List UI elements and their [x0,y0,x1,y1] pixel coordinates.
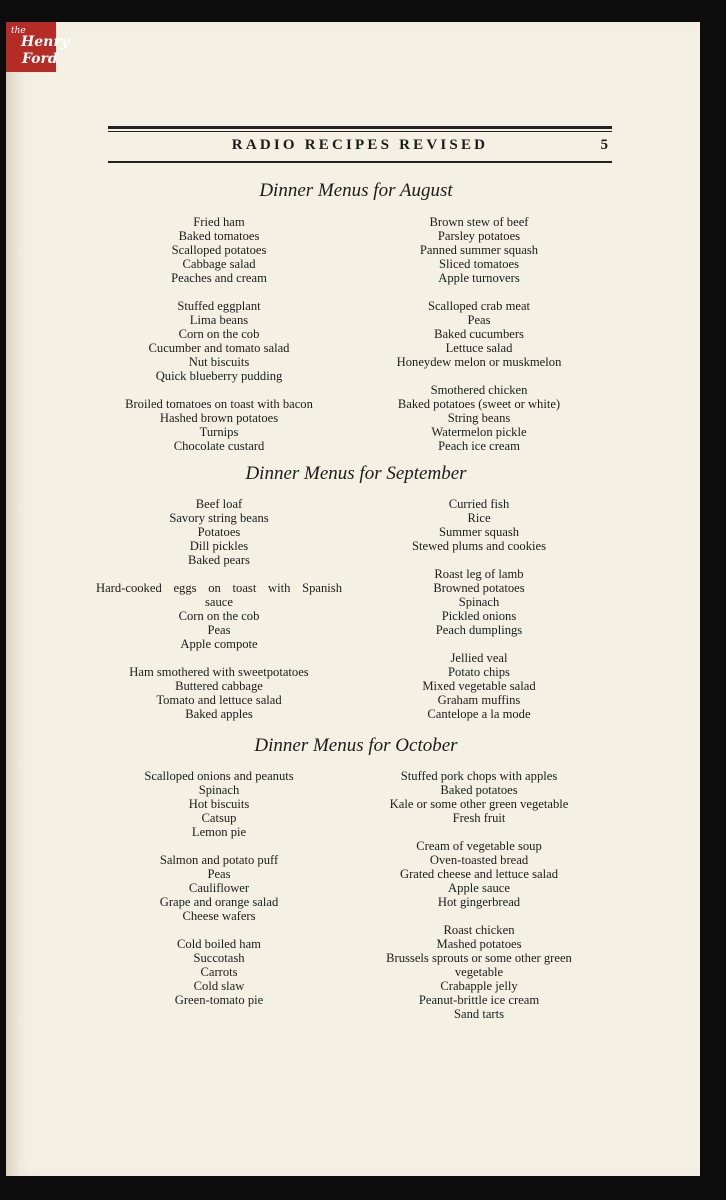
menu-item: Oven-toasted bread [429,853,529,867]
menu-block [96,769,342,839]
menu-item: Curried fish [448,497,510,511]
menu-block [96,853,342,923]
menu-block [354,923,604,1021]
menu-block [354,299,604,369]
menu-item: Apple sauce [448,881,510,895]
menu-item: Apple compote [180,637,258,651]
menu-item: Sliced tomatoes [438,257,520,271]
menu-item: Potato chips [448,665,510,679]
menu-item: Cold boiled ham [177,937,261,951]
menu-item: Tomato and lettuce salad [156,693,282,707]
menu-item: Peas [467,313,491,327]
page-number: 5 [600,137,608,153]
menu-item: Peaches and cream [171,271,267,285]
menu-item: Panned summer squash [419,243,539,257]
page-gutter [6,22,22,1176]
menu-item: Grated cheese and lettuce salad [399,867,559,881]
menu-item: Baked potatoes [440,783,518,797]
menu-item: Broiled tomatoes on toast with bacon [125,397,313,411]
menu-item: Scalloped onions and peanuts [144,769,294,783]
menu-item: Spinach [198,783,240,797]
menu-item: Dill pickles [189,539,249,553]
section-title-august: Dinner Menus for August [259,180,453,201]
menu-item: Peas [207,867,231,881]
menu-item: Summer squash [438,525,520,539]
menu-item: Apple turnovers [438,271,520,285]
menu-item: Kale or some other green vegetable [389,797,569,811]
menu-item: String beans [447,411,511,425]
running-title: RADIO RECIPES REVISED [231,137,489,153]
menu-item: Cucumber and tomato salad [148,341,290,355]
header-double-rule [108,126,612,132]
menu-block [354,215,604,285]
menu-item: vegetable [454,965,504,979]
menu-item: Parsley potatoes [437,229,521,243]
menu-item: Rice [467,511,491,525]
menu-item: Jellied veal [450,651,508,665]
menu-item: Green-tomato pie [174,993,264,1007]
menu-item: Peach ice cream [438,439,520,453]
menu-block [354,497,604,553]
menu-item: Roast leg of lamb [434,567,524,581]
menu-block [96,665,342,721]
menu-column-august-left [96,215,342,467]
menu-item: Catsup [201,811,237,825]
menu-item: Roast chicken [443,923,515,937]
menu-item: Hot biscuits [188,797,250,811]
menu-item: Honeydew melon or muskmelon [396,355,562,369]
menu-item: Browned potatoes [433,581,525,595]
menu-item: Nut biscuits [188,355,250,369]
menu-item: Scalloped crab meat [427,299,531,313]
menu-item: Corn on the cob [178,327,260,341]
menu-item: Smothered chicken [430,383,528,397]
menu-item: Graham muffins [437,693,521,707]
menu-item: Lemon pie [191,825,247,839]
menu-item: Peas [207,623,231,637]
menu-column-august-right [354,215,604,467]
menu-item: Savory string beans [169,511,269,525]
menu-item: Cream of vegetable soup [416,839,542,853]
section-title-september: Dinner Menus for September [245,463,467,484]
menu-item: Potatoes [197,525,241,539]
menu-item: sauce [205,595,233,609]
menu-item: Fresh fruit [452,811,506,825]
menu-item: Stuffed pork chops with apples [400,769,558,783]
menu-item: Ham smothered with sweetpotatoes [129,665,309,679]
menu-item: Crabapple jelly [440,979,518,993]
menu-item: Quick blueberry pudding [155,369,283,383]
menu-block [96,215,342,285]
menu-item: Baked pears [188,553,250,567]
henry-ford-logo: the Henry Ford [6,22,56,72]
menu-item: Cauliflower [188,881,250,895]
header-rule [108,161,612,163]
book-page [6,22,700,1176]
menu-item: Grape and orange salad [159,895,279,909]
menu-block [96,581,342,651]
menu-item: Cantelope a la mode [427,707,531,721]
menu-block [354,769,604,825]
menu-item: Succotash [193,951,245,965]
menu-item: Cold slaw [193,979,245,993]
menu-block [96,937,342,1007]
menu-item: Baked cucumbers [434,327,524,341]
menu-block [354,383,604,453]
menu-item: Hashed brown potatoes [159,411,279,425]
menu-block [354,567,604,637]
menu-item: Mixed vegetable salad [422,679,536,693]
menu-item: Cheese wafers [182,909,256,923]
menu-column-october-left [96,769,342,1021]
menu-item: Peanut-brittle ice cream [418,993,540,1007]
menu-block [354,839,604,909]
menu-item: Baked tomatoes [178,229,260,243]
menu-item: Scalloped potatoes [171,243,267,257]
menu-item: Spinach [458,595,500,609]
menu-item: Baked apples [185,707,253,721]
menu-block [354,651,604,721]
menu-item: Buttered cabbage [175,679,263,693]
menu-item: Fried ham [193,215,245,229]
menu-item: Brussels sprouts or some other green [386,951,572,965]
menu-item: Cabbage salad [182,257,256,271]
menu-item: Turnips [199,425,239,439]
menu-block [96,299,342,383]
menu-item: Lima beans [189,313,249,327]
menu-item: Mashed potatoes [436,937,522,951]
menu-block [96,497,342,567]
menu-item: Brown stew of beef [429,215,529,229]
menu-item: Lettuce salad [445,341,513,355]
menu-item: Corn on the cob [178,609,260,623]
menu-item: Carrots [200,965,238,979]
menu-item: Stewed plums and cookies [412,539,546,553]
menu-item: Hot gingerbread [437,895,521,909]
running-header [108,137,612,159]
menu-column-october-right [354,769,604,1035]
menu-item: Salmon and potato puff [159,853,279,867]
menu-item: Chocolate custard [173,439,265,453]
menu-block [96,397,342,453]
menu-item: Sand tarts [453,1007,505,1021]
menu-item: Hard-cooked eggs on toast with Spanish [96,581,342,595]
menu-item: Stuffed eggplant [177,299,261,313]
menu-item: Baked potatoes (sweet or white) [397,397,561,411]
menu-item: Peach dumplings [435,623,523,637]
section-title-october: Dinner Menus for October [254,735,458,756]
menu-item: Watermelon pickle [431,425,527,439]
menu-item: Pickled onions [441,609,517,623]
menu-column-september-right [354,497,604,735]
menu-column-september-left [96,497,342,735]
menu-item: Beef loaf [195,497,243,511]
